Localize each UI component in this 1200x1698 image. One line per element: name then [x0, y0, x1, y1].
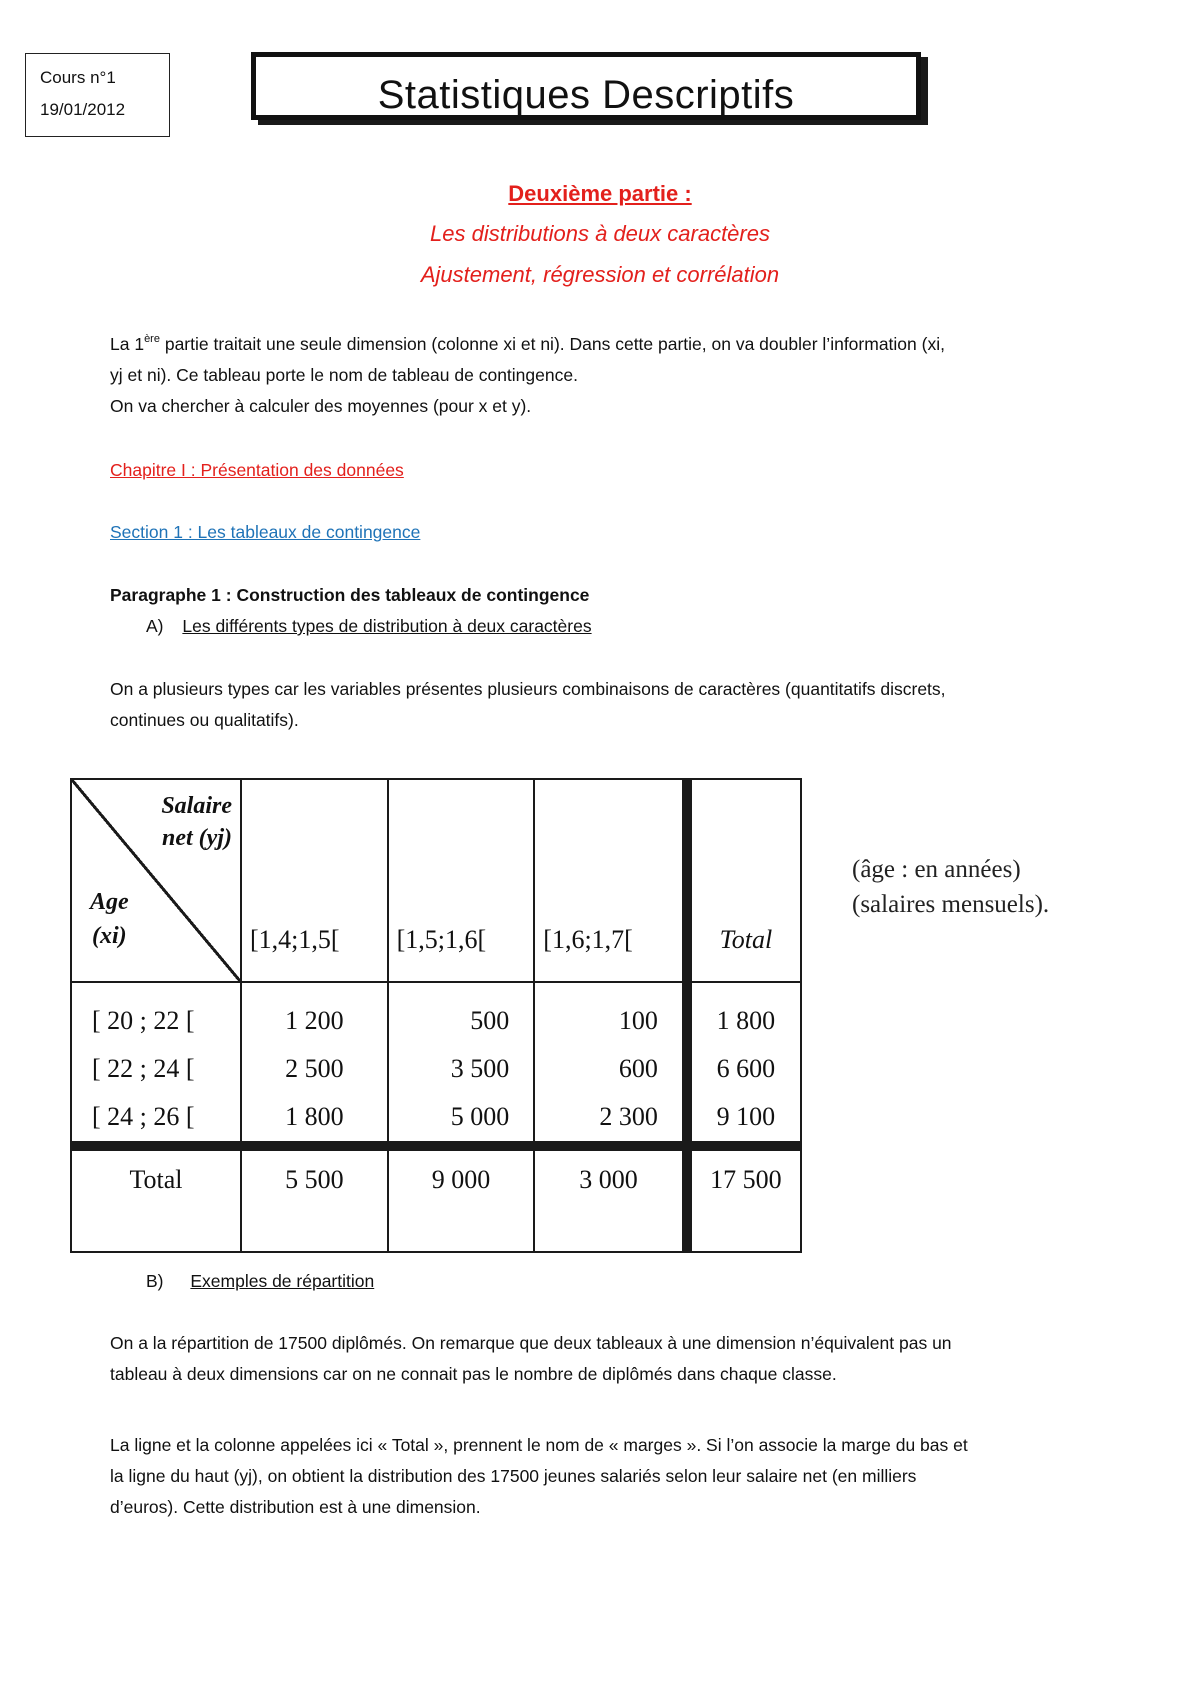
- intro-text-b: partie traitait une seule dimension (colonne xi et ni). Dans cette partie, on va doubler l’information (xi,: [159, 334, 945, 354]
- note-line-1: (âge : en années): [852, 856, 1021, 883]
- title-box: [251, 52, 921, 120]
- contingency-table: [70, 778, 802, 1253]
- part-subtitle-2: Ajustement, régression et corrélation: [420, 262, 780, 287]
- row-labels-cell: [71, 982, 241, 1146]
- table-note: [852, 852, 1172, 922]
- table-cell: 600: [618, 1054, 658, 1083]
- intro-line-3: On va chercher à calculer des moyennes (pour x et y).: [110, 396, 532, 416]
- subsection-b: [146, 1266, 1146, 1297]
- document-title: Statistiques Descriptifs: [377, 73, 795, 117]
- paragraph-heading: Paragraphe 1 : Construction des tableaux de contingence: [110, 585, 590, 605]
- text-c-line-2: la ligne du haut (yj), on obtient la distribution des 17500 jeunes salariés selon leur salaire net (en milliers: [110, 1466, 917, 1486]
- intro-line-1: [110, 329, 1110, 360]
- table-cell: 3 500: [450, 1054, 510, 1083]
- corner-age-line-1: Age: [90, 889, 129, 915]
- note-line-2: (salaires mensuels).: [852, 891, 1050, 918]
- text-c-line-3: d’euros). Cette distribution est à une dimension.: [110, 1497, 481, 1517]
- section-heading: Section 1 : Les tableaux de contingence: [110, 522, 421, 542]
- table-header-row: [71, 779, 801, 982]
- text-a: [110, 674, 1110, 736]
- column-values-1: [241, 982, 388, 1146]
- row-label: [ 24 ; 26 [: [92, 1102, 195, 1131]
- table-total-row: [71, 1146, 801, 1252]
- intro-paragraph: [110, 329, 1110, 422]
- total-row-label: Total: [71, 1146, 241, 1252]
- table-cell: 5 500: [241, 1146, 388, 1252]
- row-label: [ 20 ; 22 [: [92, 1006, 195, 1035]
- corner-salary-line-1: Salaire: [161, 793, 232, 819]
- text-c: [110, 1430, 1110, 1523]
- text-b-line-2: tableau à deux dimensions car on ne connait pas le nombre de diplômés dans chaque classe.: [110, 1364, 837, 1384]
- table-cell: 1 800: [285, 1102, 344, 1131]
- table-cell: 6 600: [716, 1054, 776, 1083]
- column-header: [1,5;1,6[: [388, 779, 535, 982]
- chapter-heading: Chapitre I : Présentation des données: [110, 460, 404, 480]
- table-cell: 2 500: [285, 1054, 344, 1083]
- subsection-b-letter: B): [146, 1271, 164, 1291]
- subsection-a-letter: A): [146, 616, 164, 636]
- table-corner-cell: [71, 779, 241, 982]
- row-label: [ 22 ; 24 [: [92, 1054, 195, 1083]
- column-header: [1,6;1,7[: [534, 779, 687, 982]
- column-header: [1,4;1,5[: [241, 779, 388, 982]
- intro-line-2: yj et ni). Ce tableau porte le nom de tableau de contingence.: [110, 365, 578, 385]
- corner-salary-line-2: net (yj): [162, 825, 232, 851]
- text-a-line-2: continues ou qualitatifs).: [110, 710, 299, 730]
- text-a-line-1: On a plusieurs types car les variables présentes plusieurs combinaisons de caractères (quantitatifs discrets,: [110, 679, 946, 699]
- table-cell: 100: [618, 1006, 658, 1035]
- text-c-line-1: La ligne et la colonne appelées ici « Total », prennent le nom de « marges ». Si l’on associe la marge du bas et: [110, 1435, 968, 1455]
- corner-age-label: [90, 885, 129, 953]
- subsection-b-title: Exemples de répartition: [190, 1271, 375, 1291]
- column-values-2: [388, 982, 535, 1146]
- table-cell: 3 000: [534, 1146, 687, 1252]
- subsection-a: [146, 611, 1146, 642]
- column-values-total: [687, 982, 801, 1146]
- table-cell: 9 000: [388, 1146, 535, 1252]
- table-cell: 1 200: [285, 1006, 344, 1035]
- table-cell: 1 800: [716, 1006, 776, 1035]
- corner-salary-label: [161, 790, 232, 854]
- text-b: [110, 1328, 1110, 1390]
- part-subtitle-1: Les distributions à deux caractères: [430, 221, 770, 246]
- table-cell: 500: [470, 1006, 510, 1035]
- part-title: Deuxième partie :: [508, 181, 692, 206]
- column-header-total: Total: [687, 779, 801, 982]
- corner-age-line-2: (xi): [92, 923, 127, 949]
- table-cell: 9 100: [716, 1102, 776, 1131]
- course-number: Cours n°1: [40, 68, 116, 87]
- table-cell: 2 300: [599, 1102, 658, 1131]
- table-cell: 5 000: [450, 1102, 510, 1131]
- intro-superscript: ère: [144, 333, 160, 345]
- subsection-a-title: Les différents types de distribution à deux caractères: [182, 616, 592, 636]
- grand-total-cell: 17 500: [687, 1146, 801, 1252]
- course-info-box: [25, 53, 170, 137]
- intro-text-a: La 1: [110, 334, 145, 354]
- text-b-line-1: On a la répartition de 17500 diplômés. On remarque que deux tableaux à une dimension n’équivalent pas un: [110, 1333, 952, 1353]
- table-body-row: [71, 982, 801, 1146]
- column-values-3: [534, 982, 687, 1146]
- course-date: 19/01/2012: [40, 100, 126, 119]
